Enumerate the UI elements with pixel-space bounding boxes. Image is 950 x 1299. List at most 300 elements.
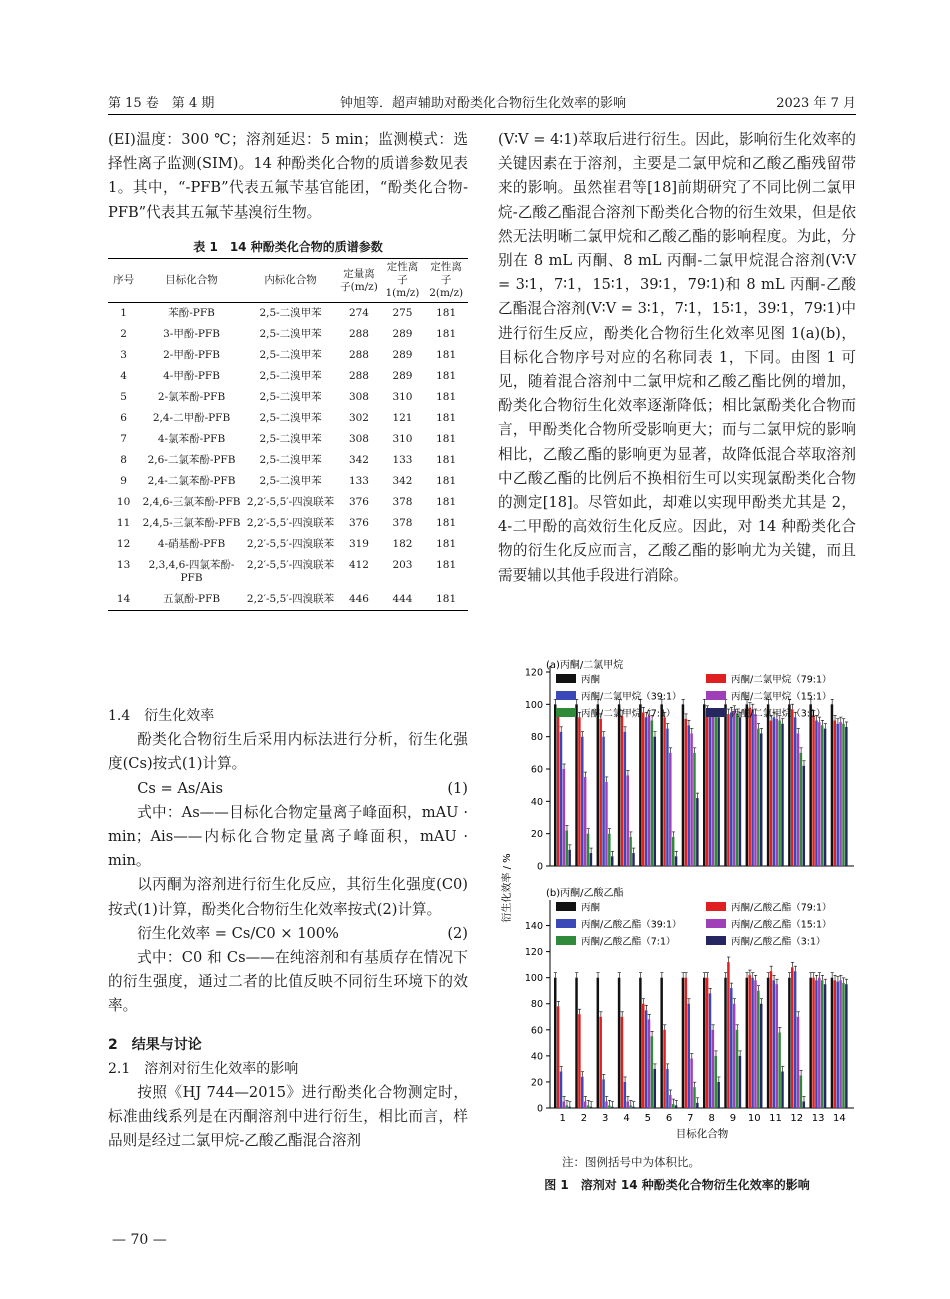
legend-swatch-a (556, 674, 576, 683)
cell-qual-ion-2: 181 (436, 517, 457, 529)
bar-a-c4-s1 (621, 716, 623, 866)
cell-quant-ion: 446 (348, 593, 369, 605)
bar-a-c11-s5 (781, 724, 783, 866)
bar-a-c11-s2 (773, 717, 775, 866)
bar-a-c8-s0 (703, 704, 705, 866)
bar-b-c12-s2 (794, 971, 796, 1108)
bar-a-c2-s2 (581, 737, 583, 866)
bar-b-c3-s4 (608, 1105, 610, 1108)
cell-qual-ion-2: 181 (436, 593, 457, 605)
bar-b-c7-s0 (682, 978, 684, 1108)
bar-b-c14-s4 (842, 983, 844, 1108)
cell-qual-ion-1: 275 (392, 307, 413, 319)
y-tick-label-b: 20 (530, 1077, 543, 1089)
bar-b-c3-s2 (602, 1079, 604, 1108)
bar-a-c8-s3 (712, 716, 714, 866)
table-row (108, 429, 468, 450)
bar-b-c13-s2 (815, 980, 817, 1108)
cell-index: 3 (120, 349, 127, 361)
bar-b-c11-s5 (781, 1072, 783, 1108)
cell-qual-ion-2: 181 (436, 433, 457, 445)
bar-b-c7-s4 (693, 1087, 695, 1108)
cell-index: 13 (116, 559, 131, 571)
bar-a-c13-s4 (821, 725, 823, 866)
bar-a-c5-s3 (648, 716, 650, 866)
cell-quant-ion: 288 (348, 328, 369, 340)
equation-2 (108, 922, 468, 946)
cell-index: 12 (116, 538, 131, 550)
legend-swatch-b (706, 919, 726, 928)
bar-a-c9-s3 (733, 711, 735, 866)
section-1-4-heading: 1.4 衍生化效率 (108, 708, 215, 724)
equation-1-number: (1) (447, 779, 468, 797)
bar-a-c3-s2 (602, 737, 604, 866)
bar-b-c11-s3 (776, 984, 778, 1108)
bar-a-c13-s5 (824, 729, 826, 866)
cell-index: 2 (120, 328, 127, 340)
bar-b-c9-s1 (727, 962, 729, 1108)
bar-a-c6-s4 (672, 837, 674, 866)
bar-b-c7-s3 (690, 1058, 692, 1108)
paragraph-eq1-definitions: 式中：As——目标化合物定量离子峰面积，mAU · min；Ais——内标化合物定量离子峰面积，mAU · min。 (108, 803, 468, 870)
cell-index: 8 (120, 454, 127, 466)
cell-quant-ion: 274 (348, 307, 369, 319)
cell-index: 14 (116, 593, 131, 605)
bar-b-c14-s1 (834, 980, 836, 1108)
cell-qual-ion-1: 310 (392, 391, 413, 403)
bar-a-c2-s0 (575, 704, 577, 866)
bar-a-c1-s3 (563, 769, 565, 866)
legend-swatch-b (706, 936, 726, 945)
legend-label-a: 丙酮/二氯甲烷（3:1） (731, 708, 826, 720)
legend-swatch-b (556, 936, 576, 945)
x-tick-label: 6 (665, 1113, 673, 1124)
bar-a-c3-s5 (611, 856, 613, 866)
bar-a-c14-s3 (839, 722, 841, 866)
bar-b-c1-s3 (563, 1101, 565, 1108)
paragraph-derivatization-strength: 酚类化合物衍生后采用内标法进行分析，衍生化强度(Cs)按式(1)计算。 (108, 731, 468, 773)
left-intro-block (108, 128, 468, 225)
bar-b-c8-s0 (703, 978, 705, 1108)
cell-target: 2,3,4,6-四氯苯酚-PFB (148, 559, 235, 584)
table-row (108, 324, 468, 345)
bar-a-c10-s1 (748, 708, 750, 866)
cell-internal: 2,5-二溴甲苯 (259, 475, 322, 487)
journal-volume: 第 15 卷 第 4 期 (108, 96, 215, 111)
table-row (108, 534, 468, 555)
bar-b-c14-s0 (831, 978, 833, 1108)
bar-b-c4-s5 (632, 1107, 634, 1108)
cell-internal: 2,5-二溴甲苯 (259, 412, 322, 424)
bar-a-c4-s2 (624, 732, 626, 866)
y-tick-label-a: 100 (524, 699, 543, 711)
bar-a-c4-s5 (632, 853, 634, 866)
header-rule (108, 114, 856, 115)
cell-internal: 2,5-二溴甲苯 (259, 433, 322, 445)
cell-qual-ion-2: 181 (436, 538, 457, 550)
bar-b-c8-s3 (712, 1030, 714, 1108)
equation-1-body: Cs = As/Ais (137, 779, 223, 797)
figure-caption: 图 1 溶剂对 14 种酚类化合物衍生化效率的影响 (544, 1178, 810, 1192)
bar-b-c14-s5 (845, 984, 847, 1108)
bar-a-c6-s3 (669, 753, 671, 866)
bar-a-c3-s1 (599, 719, 601, 866)
y-tick-label-a: 40 (530, 796, 543, 808)
bar-b-c6-s5 (675, 1105, 677, 1108)
bar-a-c6-s2 (666, 729, 668, 866)
cell-qual-ion-2: 181 (436, 559, 457, 571)
legend-label-b: 丙酮/乙酸乙酯（39:1） (581, 919, 682, 931)
bar-b-c10-s1 (748, 975, 750, 1108)
bar-b-c4-s4 (629, 1105, 631, 1108)
chart-title-b: (b)丙酮/乙酸乙酯 (546, 888, 624, 899)
paragraph-eq2-definitions: 式中：C0 和 Cs——在纯溶剂和有基质存在情况下的衍生强度，通过二者的比值反映不同衍生环境下的效率。 (108, 949, 468, 1015)
bar-a-c3-s3 (605, 782, 607, 866)
bar-a-c14-s1 (834, 721, 836, 867)
left-lower-block (108, 704, 468, 1154)
x-tick-label: 9 (729, 1113, 737, 1124)
y-axis-label: 衍生化效率 / % (502, 853, 513, 923)
legend-label-a: 丙酮/二氯甲烷（39:1） (581, 691, 682, 703)
bar-b-c11-s2 (773, 980, 775, 1108)
legend-label-b: 丙酮/乙酸乙酯（15:1） (731, 919, 832, 931)
cell-target: 苯酚-PFB (168, 307, 215, 319)
bar-a-c2-s4 (587, 834, 589, 866)
cell-internal: 2,5-二溴甲苯 (259, 454, 322, 466)
cell-internal: 2,5-二溴甲苯 (259, 349, 322, 361)
bar-a-c10-s0 (746, 704, 748, 866)
bar-b-c7-s5 (696, 1103, 698, 1108)
cell-target: 2-甲酚-PFB (163, 349, 220, 361)
bar-b-c9-s3 (733, 1004, 735, 1108)
bar-a-c9-s2 (730, 712, 732, 866)
bar-b-c2-s3 (584, 1101, 586, 1108)
bar-a-c5-s4 (651, 721, 653, 867)
legend-label-b: 丙酮 (581, 902, 601, 914)
th-internal: 内标化合物 (244, 259, 338, 303)
bar-a-c7-s0 (682, 704, 684, 866)
x-tick-label: 10 (747, 1113, 761, 1124)
equation-1 (108, 777, 468, 801)
bar-a-c11-s0 (767, 704, 769, 866)
y-tick-label-b: 60 (530, 1025, 543, 1037)
th-quant-ion: 定量离子(m/z) (337, 259, 380, 303)
cell-qual-ion-2: 181 (436, 391, 457, 403)
bar-b-c5-s3 (648, 1019, 650, 1108)
bar-a-c13-s2 (815, 721, 817, 867)
bar-b-c6-s4 (672, 1104, 674, 1108)
cell-qual-ion-2: 181 (436, 412, 457, 424)
x-tick-label: 1 (559, 1113, 566, 1124)
bar-a-c14-s5 (845, 727, 847, 866)
cell-target: 五氯酚-PFB (162, 593, 221, 605)
th-qual-ion-1: 定性离子 1(m/z) (381, 259, 425, 303)
figure-1-bar-charts (498, 648, 856, 1148)
bar-b-c5-s2 (645, 1010, 647, 1108)
bar-b-c7-s2 (687, 1004, 689, 1108)
bar-b-c10-s0 (746, 978, 748, 1108)
paragraph-solvent-influence: (V∶V = 4∶1)萃取后进行衍生。因此，影响衍生化效率的关键因素在于溶剂，主要是二氯甲烷和乙酸乙酯残留带来的影响。虽然崔君等[18]前期研究了不同比例二氯甲烷-乙酸乙酯混合溶剂下酚类化合物的衍生效果，但是依然无法明晰二氯甲烷和乙酸乙酯的影响程度。为此，分别在 8 mL 丙酮、8 mL 丙酮-二氯甲烷混合溶剂(V∶V = 3∶1，7∶1，15∶1，39∶1，79∶1)和 8 mL 丙酮-乙酸乙酯混合溶剂(V∶V = 3∶1，7∶1，15∶1，39∶1，79∶1)中进行衍生反应，酚类化合物衍生化效率见图 1(a)(b)，目标化合物序号对应的名称同表 1，下同。由图 1 可见，随着混合溶剂中二氯甲烷和乙酸乙酯比例的增加，酚类化合物衍生化效率逐渐降低；相比氯酚类化合物而言，甲酚类化合物所受影响更大；而与二氯甲烷的影响相比，乙酸乙酯的影响更为显著，故降低混合萃取溶剂中乙酸乙酯的比例后不换相衍生可以实现氯酚类化合物的测定[18]。尽管如此，却难以实现甲酚类尤其是 2，4-二甲酚的高效衍生化反应。因此，对 14 种酚类化合物的衍生化反应而言，乙酸乙酯的影响尤为关键，而且需要辅以其他手段进行消除。 (498, 131, 856, 584)
bar-b-c14-s3 (839, 980, 841, 1108)
cell-qual-ion-2: 181 (436, 454, 457, 466)
bar-b-c3-s5 (611, 1107, 613, 1108)
legend-label-a: 丙酮/二氯甲烷（79:1） (731, 674, 832, 686)
equation-2-number: (2) (447, 924, 468, 942)
cell-target: 2,4-二氯苯酚-PFB (147, 475, 236, 487)
bar-a-c10-s4 (757, 729, 759, 866)
cell-index: 10 (116, 496, 131, 508)
cell-target: 2,4,5-三氯苯酚-PFB (142, 517, 241, 529)
bar-a-c3-s4 (608, 834, 610, 866)
table-header-row (108, 259, 468, 303)
table-1 (108, 258, 468, 611)
cell-qual-ion-1: 378 (392, 496, 413, 508)
bar-a-c6-s5 (675, 856, 677, 866)
bar-b-c9-s5 (739, 1056, 741, 1108)
legend-swatch-b (556, 902, 576, 911)
y-tick-label-a: 120 (524, 667, 543, 679)
cell-qual-ion-1: 342 (392, 475, 413, 487)
paragraph-acetone-solvent: 以丙酮为溶剂进行衍生化反应，其衍生化强度(C0)按式(1)计算，酚类化合物衍生化效率按式(2)计算。 (108, 876, 468, 918)
y-tick-label-b: 40 (530, 1051, 543, 1063)
bar-b-c5-s4 (651, 1036, 653, 1108)
bar-a-c7-s4 (693, 753, 695, 866)
cell-quant-ion: 376 (348, 517, 369, 529)
y-tick-label-b: 0 (536, 1103, 543, 1115)
cell-qual-ion-1: 378 (392, 517, 413, 529)
bar-b-c4-s2 (624, 1082, 626, 1108)
bar-b-c2-s5 (590, 1107, 592, 1108)
bar-b-c11-s0 (767, 978, 769, 1108)
bar-b-c2-s0 (575, 978, 577, 1108)
bar-b-c2-s4 (587, 1105, 589, 1108)
cell-target: 4-氯苯酚-PFB (157, 433, 226, 445)
bar-b-c4-s3 (627, 1101, 629, 1108)
bar-b-c6-s1 (663, 1030, 665, 1108)
bar-b-c13-s0 (809, 978, 811, 1108)
bar-b-c2-s2 (581, 1077, 583, 1108)
cell-qual-ion-2: 181 (436, 496, 457, 508)
bar-b-c9-s0 (724, 978, 726, 1108)
y-tick-label-b: 100 (524, 973, 543, 985)
cell-internal: 2,2′-5,5′-四溴联苯 (246, 496, 335, 508)
bar-a-c8-s2 (709, 714, 711, 866)
cell-index: 6 (120, 412, 127, 424)
x-tick-label: 14 (832, 1113, 846, 1124)
cell-index: 1 (120, 307, 127, 319)
bar-a-c8-s4 (715, 714, 717, 866)
cell-target: 4-硝基酚-PFB (157, 538, 226, 550)
legend-label-b: 丙酮/乙酸乙酯（7:1） (581, 936, 676, 948)
bar-b-c10-s2 (751, 978, 753, 1108)
cell-index: 4 (120, 370, 127, 382)
bar-b-c1-s5 (568, 1107, 570, 1108)
bar-a-c10-s2 (751, 709, 753, 866)
bar-b-c1-s2 (560, 1072, 562, 1108)
bar-b-c3-s0 (597, 978, 599, 1108)
bar-a-c8-s1 (706, 711, 708, 866)
bar-b-c1-s1 (557, 1006, 559, 1108)
bar-a-c6-s1 (663, 717, 665, 866)
cell-qual-ion-1: 182 (392, 538, 413, 550)
bar-a-c10-s3 (754, 714, 756, 866)
issue-date: 2023 年 7 月 (776, 96, 856, 111)
cell-qual-ion-1: 121 (392, 412, 413, 424)
table-caption: 表 1 14 种酚类化合物的质谱参数 (193, 240, 383, 254)
bar-b-c8-s2 (709, 993, 711, 1108)
page-number: — 70 — (112, 1232, 167, 1248)
bar-a-c11-s3 (776, 719, 778, 866)
cell-qual-ion-1: 444 (392, 593, 413, 605)
cell-quant-ion: 133 (348, 475, 369, 487)
legend-label-a: 丙酮/二氯甲烷（15:1） (731, 691, 832, 703)
bar-a-c7-s2 (687, 725, 689, 866)
bar-a-c14-s0 (831, 704, 833, 866)
y-tick-label-b: 140 (524, 921, 543, 933)
bar-b-c14-s2 (836, 982, 838, 1108)
th-target: 目标化合物 (139, 259, 244, 303)
bar-a-c12-s3 (797, 733, 799, 866)
cell-qual-ion-2: 181 (436, 475, 457, 487)
right-text-block (498, 128, 856, 588)
legend-swatch-b (706, 902, 726, 911)
cell-qual-ion-2: 181 (436, 370, 457, 382)
bar-a-c1-s5 (568, 850, 570, 866)
bar-a-c5-s2 (645, 717, 647, 866)
bar-b-c6-s2 (666, 1069, 668, 1108)
bar-a-c13-s1 (812, 716, 814, 866)
bar-b-c8-s5 (717, 1082, 719, 1108)
bar-a-c7-s5 (696, 798, 698, 866)
x-tick-label: 3 (602, 1113, 609, 1124)
running-header (108, 92, 856, 116)
cell-target: 2,6-二氯苯酚-PFB (147, 454, 236, 466)
legend-swatch-a (556, 691, 576, 700)
cell-qual-ion-1: 133 (392, 454, 413, 466)
bar-b-c5-s1 (642, 1004, 644, 1108)
table-row (108, 589, 468, 611)
bar-a-c2-s3 (584, 777, 586, 866)
bar-b-c12-s3 (797, 1017, 799, 1108)
bar-b-c6-s0 (660, 978, 662, 1108)
bar-a-c4-s0 (618, 704, 620, 866)
x-tick-label: 5 (644, 1113, 651, 1124)
table-row (108, 450, 468, 471)
x-tick-label: 7 (687, 1113, 694, 1124)
legend-label-b: 丙酮/乙酸乙酯（79:1） (731, 902, 832, 914)
y-tick-label-b: 120 (524, 947, 543, 959)
bar-b-c13-s1 (812, 978, 814, 1108)
x-tick-label: 8 (708, 1113, 715, 1124)
cell-internal: 2,2′-5,5′-四溴联苯 (246, 593, 335, 605)
bar-b-c13-s5 (824, 984, 826, 1108)
bar-a-c9-s0 (724, 704, 726, 866)
table-row (108, 387, 468, 408)
bar-b-c7-s1 (685, 978, 687, 1108)
x-axis-label: 目标化合物 (675, 1128, 729, 1140)
bar-b-c12-s4 (800, 1075, 802, 1108)
cell-index: 5 (120, 391, 127, 403)
bar-a-c6-s0 (660, 704, 662, 866)
bar-a-c13-s0 (809, 704, 811, 866)
cell-quant-ion: 302 (348, 412, 369, 424)
th-qual-ion-2: 定性离子 2(m/z) (424, 259, 468, 303)
bar-a-c2-s1 (578, 717, 580, 866)
legend-swatch-a (706, 674, 726, 683)
bar-b-c12-s5 (803, 1101, 805, 1108)
bar-a-c4-s4 (629, 837, 631, 866)
table-row (108, 492, 468, 513)
bar-a-c4-s3 (627, 775, 629, 866)
bar-a-c7-s1 (685, 719, 687, 866)
bar-b-c13-s3 (818, 978, 820, 1108)
legend-label-a: 丙酮/二氯甲烷（7:1） (581, 708, 676, 720)
bar-a-c13-s3 (818, 722, 820, 866)
cell-target: 2-氯苯酚-PFB (157, 391, 226, 403)
cell-internal: 2,5-二溴甲苯 (259, 307, 322, 319)
cell-target: 4-甲酚-PFB (163, 370, 220, 382)
bar-a-c1-s4 (566, 830, 568, 866)
th-index: 序号 (108, 259, 139, 303)
table-row (108, 513, 468, 534)
cell-target: 3-甲酚-PFB (163, 328, 220, 340)
x-tick-label: 12 (790, 1113, 804, 1124)
cell-target: 2,4-二甲酚-PFB (152, 412, 231, 424)
bar-b-c5-s5 (654, 1069, 656, 1108)
bar-a-c14-s2 (836, 724, 838, 866)
cell-internal: 2,2′-5,5′-四溴联苯 (246, 538, 335, 550)
bar-a-c8-s5 (717, 717, 719, 866)
intro-paragraph: (EI)温度：300 ℃；溶剂延迟：5 min；监测模式：选择性离子监测(SIM)。14 种酚类化合物的质谱参数见表 1。其中，“-PFB”代表五氟苄基官能团，“酚类化合物-PFB”代表其五氟苄基溴衍生物。 (108, 131, 468, 221)
y-tick-label-a: 80 (530, 732, 543, 744)
bar-b-c11-s4 (778, 1032, 780, 1108)
bar-b-c3-s1 (599, 1017, 601, 1108)
legend-swatch-b (556, 919, 576, 928)
bar-a-c2-s5 (590, 853, 592, 866)
x-tick-label: 2 (580, 1113, 588, 1124)
bar-b-c12-s0 (788, 978, 790, 1108)
bar-a-c1-s2 (560, 732, 562, 866)
bar-a-c9-s5 (739, 717, 741, 866)
bar-b-c4-s1 (621, 1017, 623, 1108)
cell-qual-ion-1: 289 (392, 370, 413, 382)
cell-qual-ion-1: 289 (392, 349, 413, 361)
cell-qual-ion-2: 181 (436, 349, 457, 361)
bar-a-c5-s0 (639, 704, 641, 866)
cell-index: 9 (120, 475, 127, 487)
bar-b-c4-s0 (618, 978, 620, 1108)
y-tick-label-a: 0 (536, 861, 543, 873)
bar-a-c1-s0 (554, 704, 556, 866)
cell-internal: 2,5-二溴甲苯 (259, 370, 322, 382)
bar-b-c6-s3 (669, 1095, 671, 1108)
table-row (108, 345, 468, 366)
y-tick-label-a: 60 (530, 764, 543, 776)
bar-a-c9-s4 (736, 714, 738, 866)
bar-a-c12-s4 (800, 753, 802, 866)
cell-qual-ion-1: 310 (392, 433, 413, 445)
bar-a-c5-s5 (654, 737, 656, 866)
cell-qual-ion-2: 181 (436, 307, 457, 319)
bar-a-c10-s5 (760, 733, 762, 866)
cell-index: 11 (116, 517, 131, 529)
bar-b-c10-s3 (754, 980, 756, 1108)
bar-b-c12-s1 (791, 967, 793, 1108)
cell-quant-ion: 342 (348, 454, 369, 466)
table-row (108, 555, 468, 589)
y-tick-label-b: 80 (530, 999, 543, 1011)
bar-b-c1-s0 (554, 978, 556, 1108)
